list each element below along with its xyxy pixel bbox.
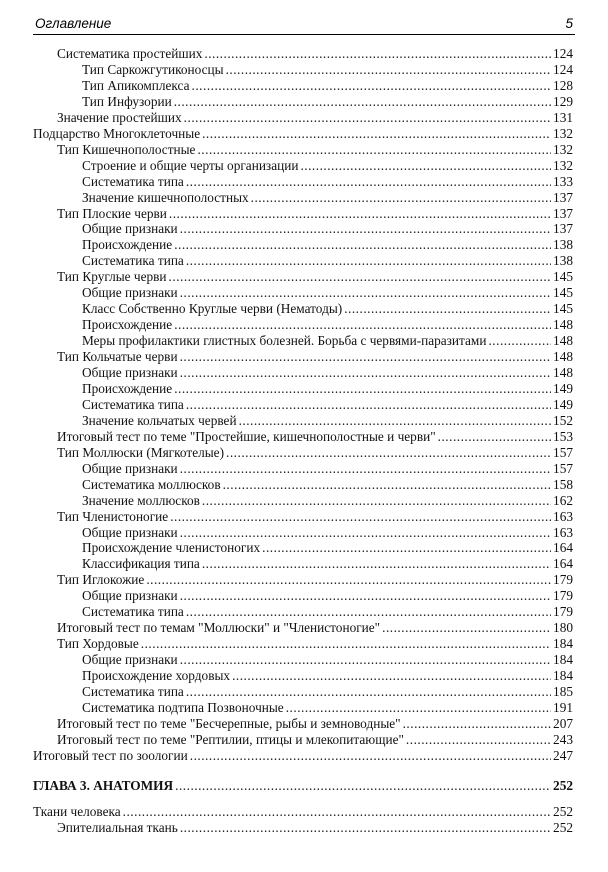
toc-entry-title: Итоговый тест по темам "Моллюски" и "Членистоногие" bbox=[57, 620, 381, 636]
toc-entry bbox=[82, 604, 573, 620]
toc-leader-dots bbox=[197, 142, 551, 158]
toc-entry bbox=[82, 493, 573, 509]
toc-leader-dots bbox=[190, 748, 551, 764]
toc-leader-dots bbox=[175, 778, 551, 794]
toc-entry bbox=[57, 716, 573, 732]
toc-entry-page: 243 bbox=[553, 731, 573, 747]
toc-leader-dots bbox=[438, 429, 551, 445]
toc-entry-title: Тип Круглые черви bbox=[57, 269, 167, 285]
toc-entry-page: 252 bbox=[553, 777, 573, 793]
toc-entry-title: Общие признаки bbox=[82, 652, 178, 668]
toc-leader-dots bbox=[174, 317, 551, 333]
toc-leader-dots bbox=[174, 237, 551, 253]
toc-leader-dots bbox=[180, 820, 551, 836]
toc-entry-page: 148 bbox=[553, 365, 573, 380]
toc-entry-page: 138 bbox=[553, 237, 573, 253]
toc-entry-title: Систематика типа bbox=[82, 396, 184, 412]
toc-entry-page: 131 bbox=[553, 109, 573, 125]
toc-entry bbox=[82, 253, 573, 269]
toc-entry-title: Классификация типа bbox=[82, 556, 200, 572]
toc-entry bbox=[57, 206, 573, 222]
toc-entry-title: Итоговый тест по теме "Рептилии, птицы и млекопитающие" bbox=[57, 731, 404, 747]
toc-entry-page: 145 bbox=[553, 301, 573, 317]
toc-entry bbox=[57, 110, 573, 126]
toc-leader-dots bbox=[223, 477, 551, 493]
toc-entry-page: 132 bbox=[553, 157, 573, 173]
toc-entry-page: 157 bbox=[553, 460, 573, 476]
toc-entry-page: 207 bbox=[553, 715, 573, 731]
toc-leader-dots bbox=[180, 652, 551, 668]
toc-entry-page: 124 bbox=[553, 61, 573, 77]
toc-entry-title: Общие признаки bbox=[82, 588, 178, 604]
toc-entry-title: Происхождение bbox=[82, 237, 173, 253]
toc-entry bbox=[82, 317, 573, 333]
toc-entry-page: 148 bbox=[553, 349, 573, 365]
toc-entry-title: ГЛАВА 3. АНАТОМИЯ bbox=[33, 777, 174, 793]
toc-entry-title: Систематика подтипа Позвоночные bbox=[82, 699, 284, 715]
toc-entry-page: 129 bbox=[553, 93, 573, 109]
toc-entry-title: Происхождение bbox=[82, 317, 173, 333]
toc-entry bbox=[82, 684, 573, 700]
toc-entry bbox=[57, 46, 573, 62]
toc-entry-page: 133 bbox=[553, 173, 573, 189]
page-number: 5 bbox=[565, 16, 573, 31]
toc-entry-title: Систематика типа bbox=[82, 684, 184, 699]
toc-entry-page: 149 bbox=[553, 380, 573, 396]
toc-entry bbox=[82, 158, 573, 174]
toc-entry bbox=[82, 221, 573, 237]
toc-entry-title: Общие признаки bbox=[82, 365, 178, 380]
toc-entry bbox=[57, 429, 573, 445]
toc-entry-title: Общие признаки bbox=[82, 524, 178, 540]
toc-entry bbox=[82, 237, 573, 253]
toc-entry bbox=[33, 748, 573, 764]
toc-leader-dots bbox=[226, 62, 551, 78]
toc-entry-title: Итоговый тест по зоологии bbox=[33, 747, 188, 763]
toc-entry bbox=[57, 142, 573, 158]
toc-entry-page: 185 bbox=[553, 684, 573, 699]
toc-entry bbox=[82, 78, 573, 94]
toc-entry-page: 179 bbox=[553, 604, 573, 620]
toc-entry-title: Систематика простейших bbox=[57, 46, 203, 61]
toc-leader-dots bbox=[180, 525, 551, 541]
toc-entry-page: 157 bbox=[553, 444, 573, 460]
toc-entry-title: Тип Иглокожие bbox=[57, 572, 145, 588]
toc-leader-dots bbox=[232, 668, 551, 684]
toc-entry-title: Значение кольчатых червей bbox=[82, 412, 237, 428]
toc-entry-title: Тип Кишечнополостные bbox=[57, 141, 196, 157]
toc-leader-dots bbox=[186, 684, 551, 700]
toc-leader-dots bbox=[174, 94, 551, 110]
toc-leader-dots bbox=[300, 158, 551, 174]
toc-entry bbox=[57, 445, 573, 461]
toc-entry-title: Итоговый тест по теме "Бесчерепные, рыбы и земноводные" bbox=[57, 715, 401, 731]
toc-entry-page: 247 bbox=[553, 747, 573, 763]
toc-entry-title: Тип Инфузории bbox=[82, 93, 172, 109]
toc-entry-title: Общие признаки bbox=[82, 285, 178, 301]
toc-entry bbox=[57, 509, 573, 525]
toc-entry-title: Тип Кольчатые черви bbox=[57, 349, 178, 365]
toc-leader-dots bbox=[239, 413, 551, 429]
toc-entry-title: Эпителиальная ткань bbox=[57, 819, 178, 835]
toc-leader-dots bbox=[186, 397, 551, 413]
toc-entry-title: Происхождение хордовых bbox=[82, 668, 231, 684]
toc-entry bbox=[82, 174, 573, 190]
toc-entry-title: Тип Моллюски (Мягкотелые) bbox=[57, 444, 225, 460]
toc-leader-dots bbox=[146, 572, 551, 588]
toc-leader-dots bbox=[180, 365, 551, 381]
toc-entry-page: 164 bbox=[553, 556, 573, 572]
toc-entry bbox=[33, 804, 573, 820]
toc-leader-dots bbox=[169, 206, 551, 222]
toc-entry bbox=[82, 365, 573, 381]
toc-leader-dots bbox=[202, 126, 551, 142]
toc-entry-page: 184 bbox=[553, 668, 573, 684]
toc-entry-page: 124 bbox=[553, 46, 573, 61]
toc-entry bbox=[82, 381, 573, 397]
toc-leader-dots bbox=[180, 588, 551, 604]
toc-leader-dots bbox=[488, 333, 551, 349]
toc-leader-dots bbox=[204, 46, 551, 62]
toc-entry-title: Общие признаки bbox=[82, 221, 178, 237]
toc-entry bbox=[57, 636, 573, 652]
toc-entry-page: 164 bbox=[553, 540, 573, 556]
toc-leader-dots bbox=[186, 253, 551, 269]
toc-entry-page: 163 bbox=[553, 524, 573, 540]
toc-entry bbox=[57, 269, 573, 285]
toc-entry-title: Подцарство Многоклеточные bbox=[33, 125, 201, 141]
toc-entry bbox=[82, 700, 573, 716]
toc-entry-page: 180 bbox=[553, 620, 573, 636]
toc-entry-page: 128 bbox=[553, 77, 573, 93]
toc-leader-dots bbox=[382, 620, 551, 636]
toc-entry-title: Тип Саркожгутиконосцы bbox=[82, 61, 224, 77]
toc-leader-dots bbox=[286, 700, 551, 716]
toc-entry-page: 145 bbox=[553, 269, 573, 285]
toc-entry-page: 132 bbox=[553, 141, 573, 157]
toc-leader-dots bbox=[169, 269, 552, 285]
toc-leader-dots bbox=[186, 174, 551, 190]
toc-entry-page: 184 bbox=[553, 636, 573, 652]
toc-entry bbox=[82, 397, 573, 413]
toc-entry-page: 137 bbox=[553, 189, 573, 205]
toc-entry-title: Итоговый тест по теме "Простейшие, кишечнополостные и черви" bbox=[57, 428, 436, 444]
toc-entry-page: 132 bbox=[553, 125, 573, 141]
toc-leader-dots bbox=[170, 509, 551, 525]
toc-entry bbox=[82, 652, 573, 668]
toc-entry-title: Систематика типа bbox=[82, 253, 184, 269]
toc-entry bbox=[57, 349, 573, 365]
toc-entry-page: 184 bbox=[553, 652, 573, 668]
toc-leader-dots bbox=[192, 78, 552, 94]
toc-leader-dots bbox=[180, 349, 551, 365]
toc-entry bbox=[82, 94, 573, 110]
toc-entry-page: 148 bbox=[553, 317, 573, 333]
toc-entry-page: 252 bbox=[553, 803, 573, 819]
toc-leader-dots bbox=[123, 804, 551, 820]
toc-entry-page: 163 bbox=[553, 508, 573, 524]
running-header-title: Оглавление bbox=[35, 16, 112, 31]
toc-entry-title: Систематика типа bbox=[82, 173, 184, 189]
toc-entry-title: Строение и общие черты организации bbox=[82, 157, 299, 173]
toc-entry bbox=[82, 540, 573, 556]
toc-entry bbox=[33, 126, 573, 142]
toc-entry bbox=[57, 732, 573, 748]
toc-entry bbox=[82, 556, 573, 572]
toc-entry-title: Значение моллюсков bbox=[82, 492, 200, 508]
toc-leader-dots bbox=[202, 493, 551, 509]
toc-entry-title: Систематика моллюсков bbox=[82, 476, 221, 492]
toc-entry bbox=[82, 461, 573, 477]
toc-entry-page: 179 bbox=[553, 572, 573, 588]
toc-entry bbox=[82, 525, 573, 541]
toc-entry bbox=[82, 301, 573, 317]
toc-chapter-entry bbox=[33, 778, 573, 794]
toc-entry-page: 179 bbox=[553, 588, 573, 604]
toc-leader-dots bbox=[180, 285, 551, 301]
toc-entry-page: 162 bbox=[553, 492, 573, 508]
toc-entry-title: Значение кишечнополостных bbox=[82, 189, 249, 205]
toc-entry-page: 137 bbox=[553, 221, 573, 237]
toc-entry-page: 148 bbox=[553, 333, 573, 349]
toc-leader-dots bbox=[174, 381, 551, 397]
toc-entry-title: Тип Апикомплекса bbox=[82, 77, 190, 93]
toc-entry-title: Тип Членистоногие bbox=[57, 508, 169, 524]
toc-entry bbox=[82, 333, 573, 349]
toc-entry-page: 158 bbox=[553, 476, 573, 492]
toc-leader-dots bbox=[226, 445, 551, 461]
toc-entry bbox=[57, 620, 573, 636]
toc-entry bbox=[82, 285, 573, 301]
toc-leader-dots bbox=[186, 604, 551, 620]
toc-leader-dots bbox=[184, 110, 551, 126]
toc-leader-dots bbox=[403, 716, 551, 732]
toc-entry bbox=[82, 668, 573, 684]
toc-leader-dots bbox=[344, 301, 551, 317]
toc-entry-title: Значение простейших bbox=[57, 109, 182, 125]
toc-entry bbox=[82, 62, 573, 78]
toc-entry bbox=[82, 477, 573, 493]
toc-entry-page: 145 bbox=[553, 285, 573, 301]
toc-entry-title: Тип Плоские черви bbox=[57, 205, 167, 221]
toc-entry-title: Систематика типа bbox=[82, 604, 184, 620]
toc-entry bbox=[82, 588, 573, 604]
toc-entry bbox=[82, 413, 573, 429]
toc-entry bbox=[57, 572, 573, 588]
toc-leader-dots bbox=[202, 556, 551, 572]
toc-entry bbox=[57, 820, 573, 836]
toc-entry-title: Меры профилактики глистных болезней. Борьба с червями-паразитами bbox=[82, 333, 487, 349]
toc-leader-dots bbox=[262, 540, 551, 556]
toc-entry-page: 149 bbox=[553, 396, 573, 412]
toc-entry-title: Происхождение членистоногих bbox=[82, 540, 261, 556]
toc-entry-title: Происхождение bbox=[82, 380, 173, 396]
toc-entry-page: 152 bbox=[553, 412, 573, 428]
toc-entry-page: 252 bbox=[553, 819, 573, 835]
toc-leader-dots bbox=[406, 732, 551, 748]
toc-leader-dots bbox=[180, 221, 551, 237]
toc-entry-page: 137 bbox=[553, 205, 573, 221]
toc-leader-dots bbox=[141, 636, 551, 652]
toc-leader-dots bbox=[251, 190, 551, 206]
toc-entry-title: Ткани человека bbox=[33, 803, 121, 819]
toc-entry-title: Класс Собственно Круглые черви (Нематоды) bbox=[82, 301, 343, 317]
toc-entry-title: Тип Хордовые bbox=[57, 636, 139, 652]
toc-leader-dots bbox=[180, 461, 551, 477]
toc-entry-page: 153 bbox=[553, 428, 573, 444]
toc-entry-page: 138 bbox=[553, 253, 573, 269]
toc-entry bbox=[82, 190, 573, 206]
toc-entry-title: Общие признаки bbox=[82, 460, 178, 476]
toc-entry-page: 191 bbox=[553, 699, 573, 715]
